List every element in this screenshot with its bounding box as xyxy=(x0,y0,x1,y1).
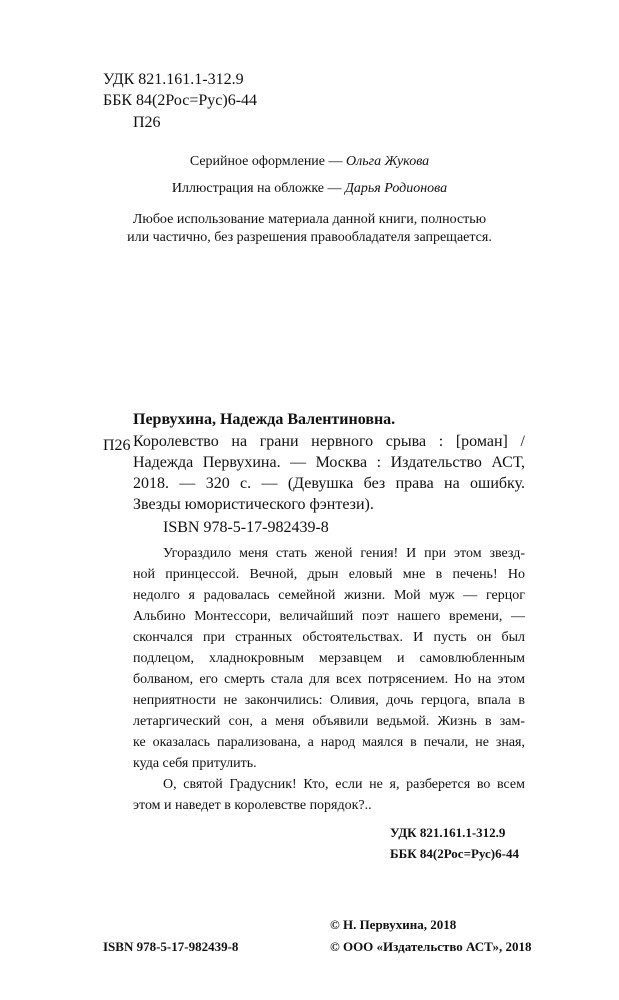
annotation-line: летаргический сон, а меня объявили ведьмой. Жизнь в зам- xyxy=(133,714,525,729)
cover-illustration-label: Иллюстрация на обложке — xyxy=(171,181,345,196)
series-design-name: Ольга Жукова xyxy=(346,154,430,169)
annotation-line: О, святой Градусник! Кто, если не я, разберется во всем xyxy=(163,777,525,792)
author-code-top: П26 xyxy=(133,114,161,131)
catalog-description xyxy=(133,431,525,515)
bbk-bottom: ББК 84(2Рос=Рус)6-44 xyxy=(390,846,519,861)
series-design-credit xyxy=(0,153,619,171)
annotation-line: Угораздило меня стать женой гения! И при этом звезд- xyxy=(163,546,525,561)
annotation-line: неприятности не закончились: Оливия, дочь герцога, впала в xyxy=(133,693,525,708)
annotation-line: ной принцессой. Вечной, дрын еловый мне в печень! Но xyxy=(133,567,525,582)
catalog-code: П26 xyxy=(103,437,131,454)
annotation-line: ке оказалась парализована, а народ маялся в печали, не зная, xyxy=(133,735,525,750)
copyright-notice-line-2: или частично, без разрешения правообладателя запрещается. xyxy=(127,230,492,245)
annotation-line: куда себя притулить. xyxy=(133,756,257,771)
bbk-top: ББК 84(2Рос=Рус)6-44 xyxy=(103,92,258,109)
catalog-isbn: ISBN 978-5-17-982439-8 xyxy=(163,519,329,536)
copyright-notice-line-1: Любое использование материала данной книги, полностью xyxy=(132,212,487,227)
annotation-line: недолго я радовалась семейной жизни. Мой муж — герцог xyxy=(133,588,525,603)
catalog-description-line: 2018. — 320 с. — (Девушка без права на ошибку. xyxy=(133,475,525,492)
catalog-description-line: Звезды юмористического фэнтези). xyxy=(133,496,374,513)
cover-illustration-name: Дарья Родионова xyxy=(344,181,448,196)
copyright-author: © Н. Первухина, 2018 xyxy=(330,917,457,932)
series-design-label: Серийное оформление — xyxy=(189,154,347,169)
annotation-line: скончался при странных обстоятельствах. И пусть он был xyxy=(133,630,525,645)
annotation-line: болваном, его смерть стала для всех потрясением. Но на этом xyxy=(133,672,525,687)
cover-illustration-credit xyxy=(0,180,619,198)
footer-isbn: ISBN 978-5-17-982439-8 xyxy=(103,939,239,954)
catalog-description-line: Надежда Первухина. — Москва : Издательство АСТ, xyxy=(133,454,525,471)
catalog-author: Первухина, Надежда Валентиновна. xyxy=(133,411,396,428)
catalog-description-line: Королевство на грани нервного срыва : [роман] / xyxy=(133,433,525,450)
annotation-line: подлецом, хладнокровным мерзавцем и самовлюбленным xyxy=(133,651,525,666)
annotation xyxy=(133,543,525,816)
copyright-publisher: © ООО «Издательство АСТ», 2018 xyxy=(330,939,532,954)
annotation-line: этом и наведет в королевстве порядок?.. xyxy=(133,798,372,813)
udk-top: УДК 821.161.1-312.9 xyxy=(103,71,244,88)
annotation-line: Альбино Монтессори, величайший поэт нашего времени, — xyxy=(133,609,525,624)
udk-bottom: УДК 821.161.1-312.9 xyxy=(390,825,506,840)
